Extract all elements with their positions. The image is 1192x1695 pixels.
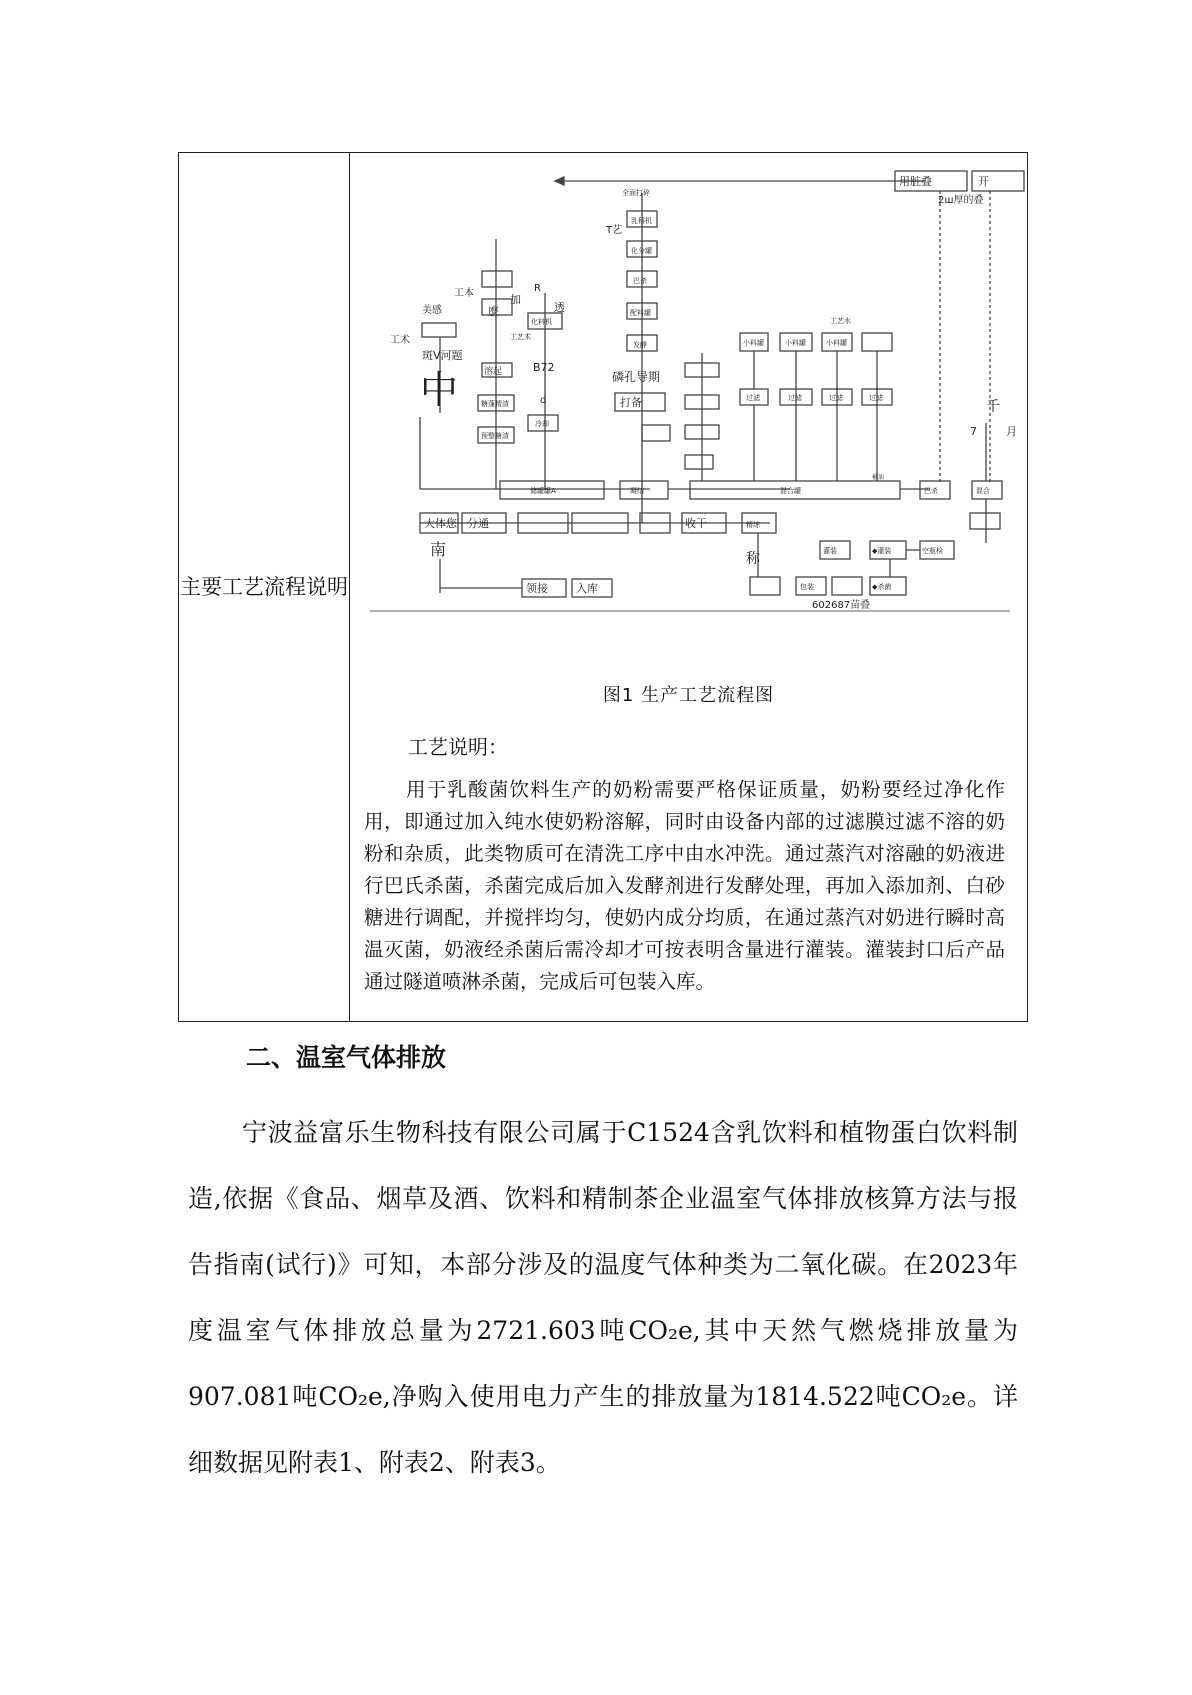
label-small-tank-1: 小料罐 [743,339,764,347]
label-small-tank-3: 小料罐 [826,339,847,347]
label-mei-gan: 美感 [422,305,442,316]
label-b72: B72 [533,361,555,374]
label-da-ti: 大体您 [424,517,457,530]
box-center-7 [642,425,670,441]
label-nan: 南 [430,540,447,559]
label-box-r1: 灌装 [823,547,837,555]
label-gong-yi3: 工艺水 [830,317,851,325]
process-content-cell [350,153,1028,1022]
label-gong-shu: 工术 [390,335,410,346]
label-shou-gan: 收干 [685,517,707,530]
label-jia: 加 [510,293,521,306]
label-filter-3: 过滤 [829,394,843,402]
label-box5: 发酵 [633,341,647,349]
label-fen-tong: 分通 [467,517,489,530]
process-label-cell [179,153,350,1022]
process-flow-diagram [350,163,1030,663]
label-mi: 麽 [488,305,499,318]
label-small-tank-2: 小料罐 [785,339,806,347]
section-heading: 二、温室气体排放 [246,1043,447,1072]
label-ning-zhi: 混合 [976,487,990,495]
label-box3: 巴杀 [633,277,647,285]
label-box2: 化分罐 [631,247,652,255]
label-box-r4: 包装 [800,583,814,591]
label-box-r3: ◆杀菌 [872,583,892,591]
label-filter-1: 过滤 [746,394,760,402]
label-ban-v: 斑V河题 [422,349,463,362]
label-t-yi: T艺 [606,225,623,236]
description-title: 工艺说明： [408,735,508,759]
label-ci-kong: 磷孔导期 [612,370,661,384]
process-label: 主要工艺流程说明 [180,575,348,599]
label-rong-qi: 溶起 [484,367,503,377]
label-filter-2: 过滤 [788,394,802,402]
label-ning-jie: 凝结 [630,487,644,495]
box-left-a1 [422,323,456,337]
process-flow-figure [350,163,1030,663]
label-gong-yi2: 工艺术 [510,333,531,341]
arrow-head [555,177,564,185]
label-qian-zi: 千 [986,399,1000,415]
label-ling-xie: 领接 [526,582,548,595]
box-d4 [685,455,713,469]
label-box-left1: 糖蓬精渣 [481,400,509,408]
label-ru-liao: 化料机 [531,318,552,326]
label-top-right-3: 2ш厚的叠 [938,195,984,206]
label-d: d [540,395,547,406]
section-paragraph: 宁波益富乐生物科技有限公司属于C1524含乳饮料和植物蛋白饮料制造,依据《食品、烟草及酒、饮料和精制茶企业温室气体排放核算方法与报告指南(试行)》可知，本部分涉及的温度气体种类为二氧化碳。在2023年度温室气体排放总量为2721.603吨CO₂e,其中天然气燃烧排放量为907.081吨CO₂e,净购入使用电力产生的排放量为1814.522吨CO₂e。详细数据见附表1、附表2、附表3。 [188,1118,1018,1477]
box-small-tank-4 [862,333,892,351]
label-bottom-num: 602687苗叠 [812,600,871,611]
label-kong-yi: 空瓶检 [922,547,943,555]
label-box-left2: 预整糖渣 [481,432,509,440]
label-gong-ben: 工本 [454,288,474,299]
box-right-small [970,513,1000,529]
label-tong-you: 桶油 [872,474,885,481]
label-cheng: 称 [746,551,760,567]
label-tou: 透 [554,301,565,314]
figure-caption: 图1 生产工艺流程图 [602,685,775,706]
label-r: R [534,283,541,294]
label-tank-b: 混合罐 [780,487,801,495]
label-box4: 配料罐 [630,309,651,317]
box-b1 [482,271,512,287]
label-main-tank: 储罐罐A [530,487,556,495]
label-ru-ku: 入库 [576,582,598,595]
label-filter-4: 过滤 [869,394,883,402]
label-ci-box: 打备 [620,396,642,409]
label-seven: 7 [970,425,977,438]
label-jing-lian: 精练 [746,521,760,529]
label-top-right-1: 用脏叠 [899,175,932,188]
box-tank-b [620,481,668,499]
box-r6 [750,577,780,595]
process-table [178,152,1028,1022]
label-ba-sha2: 巴杀 [924,487,938,495]
label-top-left: 全面打碎 [622,189,650,197]
label-top-right-2: 开 [978,175,989,188]
label-leng-que: 冷却 [535,420,549,428]
label-zhong: 中 [420,368,459,412]
label-box-r2: ◆灌装 [872,547,892,555]
label-box1: 乳科机 [631,217,652,225]
description-body: 用于乳酸菌饮料生产的奶粉需要严格保证质量，奶粉要经过净化作用，即通过加入纯水使奶粉溶解，同时由设备内部的过滤膜过滤不溶的奶粉和杂质，此类物质可在清洗工序中由水冲洗。通过蒸汽对溶融的奶液进行巴氏杀菌，杀菌完成后加入发酵剂进行发酵处理，再加入添加剂、白砂糖进行调配，并搅拌均匀，使奶内成分均质，在通过蒸汽对奶进行瞬时高温灭菌，奶液经杀菌后需冷却才可按表明含量进行灌装。灌装封口后产品通过隧道喷淋杀菌，完成后可包装入库。 [364,778,1005,993]
label-yue: 月 [1006,425,1017,438]
box-r5 [832,577,862,595]
